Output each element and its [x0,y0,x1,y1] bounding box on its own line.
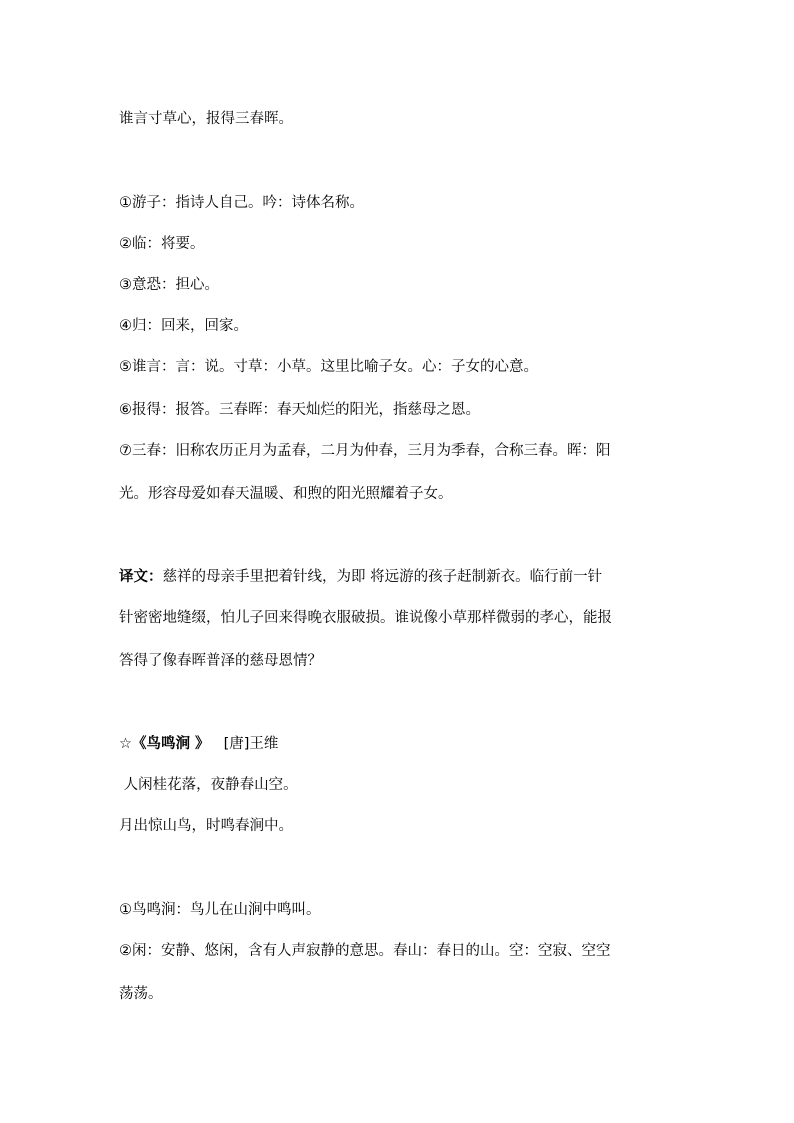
annotation-6: ⑥报得：报答。三春晖：春天灿烂的阳光，指慈母之恩。 [119,402,480,418]
poem-line-1: 人闲桂花落，夜静春山空。 [119,777,298,793]
star-icon: ☆ [119,736,132,752]
poem-title: 《鸟鸣涧 》 [132,736,210,752]
annotation-5: ⑤谁言：言：说。寸草：小草。这里比喻子女。心：子女的心意。 [119,359,538,375]
annotation-1: ①游子：指诗人自己。吟：诗体名称。 [119,195,364,211]
poem-title-row [119,734,278,754]
annotation-4: ④归：回来，回家。 [119,318,248,334]
annotation-3: ③意恐：担心。 [119,277,219,293]
annotation-p2-2: ②闲：安静、悠闲，含有人声寂静的意思。春山：春日的山。空：空寂、空空 [119,943,611,959]
annotation-7-cont: 光。形容母爱如春天温暖、和煦的阳光照耀着子女。 [119,486,453,502]
annotation-7: ⑦三春：旧称农历正月为孟春，二月为仲春，三月为季春，合称三春。晖：阳 [119,443,611,459]
annotation-p2-2-cont: 荡荡。 [119,986,163,1002]
poem-line-2: 月出惊山鸟，时鸣春涧中。 [119,818,293,834]
translation-line-3: 答得了像春晖普泽的慈母恩情？ [119,653,322,669]
translation-label: 译文： [119,569,163,585]
poem-line: 谁言寸草心，报得三春晖。 [119,111,293,127]
translation-line-2: 针密密地缝缀，怕儿子回来得晚衣服破损。谁说像小草那样微弱的孝心，能报 [119,610,612,626]
translation-line-1 [119,567,602,587]
poem-author: [唐]王维 [223,736,279,752]
translation-text: 慈祥的母亲手里把着针线，为即 将远游的孩子赶制新衣。临行前一针 [162,569,603,585]
annotation-2: ②临：将要。 [119,236,205,252]
annotation-p2-1: ①鸟鸣涧：鸟儿在山涧中鸣叫。 [119,902,321,918]
